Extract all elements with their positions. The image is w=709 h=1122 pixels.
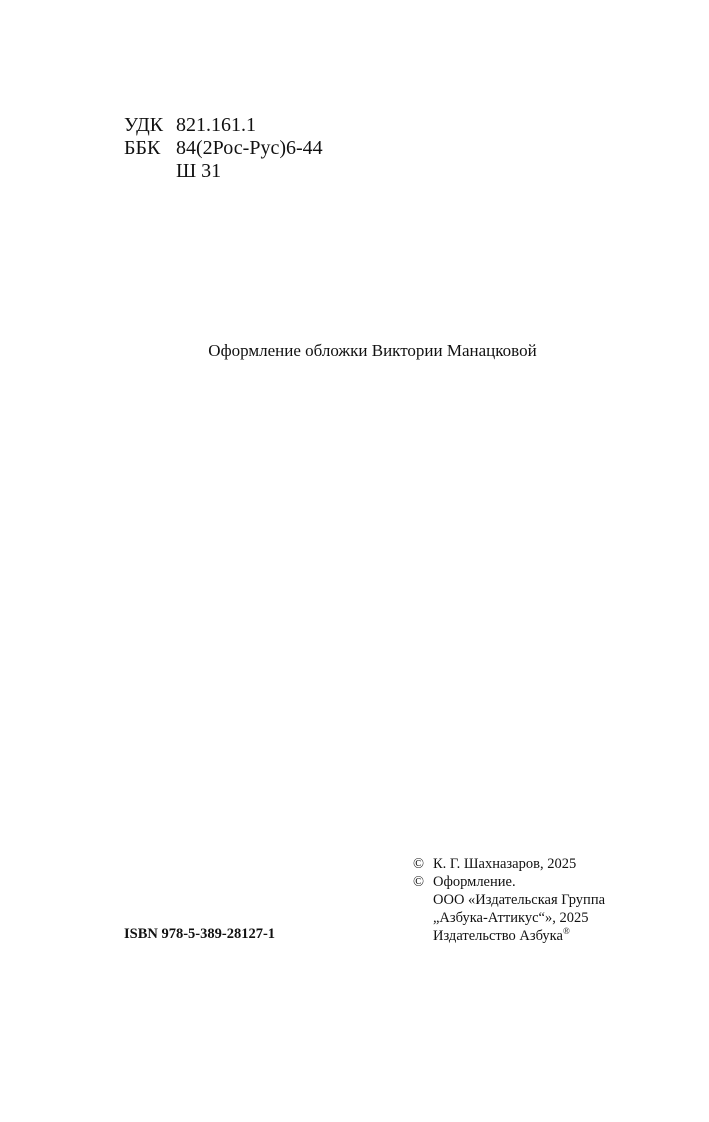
- copyright-design-line-3: „Азбука-Аттикус“», 2025: [433, 910, 589, 926]
- copyright-imprint-row: [413, 927, 605, 945]
- bbk-value: 84(2Рос-Рус)6-44: [176, 137, 323, 159]
- udk-row: [124, 114, 323, 137]
- copyright-author-row: [413, 855, 605, 873]
- copyright-design-line-2: ООО «Издательская Группа: [433, 892, 606, 908]
- copyright-imprint: [433, 927, 570, 945]
- classification-block: [124, 114, 323, 183]
- bbk-row: [124, 137, 323, 160]
- cover-design-credit: Оформление обложки Виктории Манацковой: [208, 341, 537, 360]
- copyright-design-line-1: Оформление.: [433, 874, 516, 890]
- copyright-block: [413, 855, 605, 945]
- copyright-publisher-row-2: [413, 909, 605, 927]
- author-mark-row: [124, 160, 323, 183]
- copyright-author: К. Г. Шахназаров, 2025: [433, 856, 577, 872]
- udk-label: УДК: [124, 114, 164, 136]
- copyright-symbol: ©: [413, 874, 425, 890]
- bbk-label: ББК: [124, 137, 161, 159]
- copyright-publisher-row: [413, 891, 605, 909]
- copyright-design-row: [413, 873, 605, 891]
- udk-value: 821.161.1: [176, 114, 256, 136]
- imprint-name: Издательство Азбука: [433, 928, 563, 944]
- registered-mark: ®: [562, 926, 570, 937]
- isbn: ISBN 978-5-389-28127-1: [124, 926, 276, 942]
- author-mark: Ш 31: [176, 160, 222, 182]
- copyright-symbol: ©: [413, 856, 425, 872]
